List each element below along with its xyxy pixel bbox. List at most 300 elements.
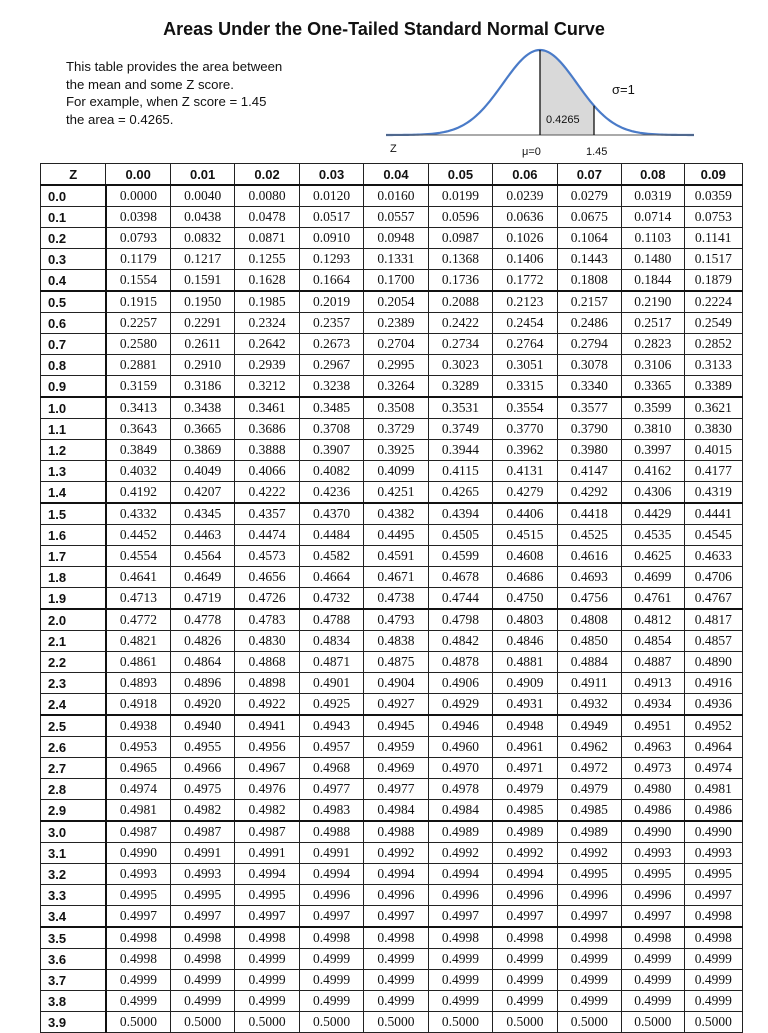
area-value-cell: 0.1628 xyxy=(235,270,299,292)
area-value-cell: 0.4131 xyxy=(493,461,557,482)
area-value-cell: 0.0080 xyxy=(235,185,299,207)
area-value-cell: 0.0040 xyxy=(170,185,234,207)
area-value-cell: 0.4976 xyxy=(235,779,299,800)
z-value-cell: 2.0 xyxy=(41,609,106,631)
z-value-cell: 2.4 xyxy=(41,694,106,716)
table-row xyxy=(41,355,743,376)
area-value-cell: 0.3770 xyxy=(493,419,557,440)
area-value-cell: 0.4783 xyxy=(235,609,299,631)
area-value-cell: 0.4984 xyxy=(364,800,428,822)
z-value-cell: 3.8 xyxy=(41,991,106,1012)
table-row xyxy=(41,631,743,652)
area-value-cell: 0.4999 xyxy=(557,970,621,991)
intro-text xyxy=(66,58,366,128)
area-value-cell: 0.2549 xyxy=(684,313,742,334)
area-value-cell: 0.3944 xyxy=(428,440,492,461)
table-row xyxy=(41,652,743,673)
area-value-cell: 0.3508 xyxy=(364,397,428,419)
area-value-cell: 0.0319 xyxy=(622,185,684,207)
z-value-cell: 2.7 xyxy=(41,758,106,779)
area-value-cell: 0.4147 xyxy=(557,461,621,482)
area-value-cell: 0.4998 xyxy=(299,927,363,949)
area-value-cell: 0.1950 xyxy=(170,291,234,313)
area-value-cell: 0.4798 xyxy=(428,609,492,631)
area-value-cell: 0.1103 xyxy=(622,228,684,249)
table-row xyxy=(41,503,743,525)
z-value-cell: 1.3 xyxy=(41,461,106,482)
area-value-cell: 0.4756 xyxy=(557,588,621,610)
area-value-cell: 0.0398 xyxy=(106,207,170,228)
z-value-cell: 1.9 xyxy=(41,588,106,610)
area-value-cell: 0.4998 xyxy=(170,927,234,949)
area-value-cell: 0.4979 xyxy=(493,779,557,800)
area-value-cell: 0.3289 xyxy=(428,376,492,398)
area-value-cell: 0.4678 xyxy=(428,567,492,588)
area-value-cell: 0.4938 xyxy=(106,715,170,737)
area-value-cell: 0.4890 xyxy=(684,652,742,673)
area-value-cell: 0.4993 xyxy=(622,843,684,864)
area-value-cell: 0.4222 xyxy=(235,482,299,504)
area-value-cell: 0.4997 xyxy=(106,906,170,928)
area-value-cell: 0.1293 xyxy=(299,249,363,270)
area-value-cell: 0.4991 xyxy=(170,843,234,864)
area-value-cell: 0.4943 xyxy=(299,715,363,737)
area-value-cell: 0.1591 xyxy=(170,270,234,292)
area-value-cell: 0.4441 xyxy=(684,503,742,525)
z-value-cell: 3.1 xyxy=(41,843,106,864)
area-value-cell: 0.0832 xyxy=(170,228,234,249)
area-value-cell: 0.1736 xyxy=(428,270,492,292)
z-value-cell: 3.3 xyxy=(41,885,106,906)
z-value-cell: 3.6 xyxy=(41,949,106,970)
area-value-cell: 0.4974 xyxy=(684,758,742,779)
area-value-cell: 0.0517 xyxy=(299,207,363,228)
area-value-cell: 0.4980 xyxy=(622,779,684,800)
area-value-cell: 0.3888 xyxy=(235,440,299,461)
table-row xyxy=(41,779,743,800)
z-value-cell: 0.6 xyxy=(41,313,106,334)
area-value-cell: 0.3413 xyxy=(106,397,170,419)
area-value-cell: 0.3023 xyxy=(428,355,492,376)
area-value-cell: 0.0636 xyxy=(493,207,557,228)
area-value-cell: 0.4987 xyxy=(106,821,170,843)
area-value-cell: 0.4525 xyxy=(557,525,621,546)
table-row xyxy=(41,821,743,843)
area-value-cell: 0.4418 xyxy=(557,503,621,525)
area-value-cell: 0.4699 xyxy=(622,567,684,588)
z-axis-label: Z xyxy=(390,143,397,155)
area-value-cell: 0.4177 xyxy=(684,461,742,482)
table-row xyxy=(41,864,743,885)
area-value-cell: 0.4999 xyxy=(493,949,557,970)
area-value-cell: 0.4998 xyxy=(684,927,742,949)
z-value-cell: 0.4 xyxy=(41,270,106,292)
area-value-cell: 0.4988 xyxy=(364,821,428,843)
area-value-cell: 0.2517 xyxy=(622,313,684,334)
area-value-cell: 0.1915 xyxy=(106,291,170,313)
area-value-cell: 0.0199 xyxy=(428,185,492,207)
area-value-cell: 0.4345 xyxy=(170,503,234,525)
area-value-cell: 0.0596 xyxy=(428,207,492,228)
area-value-cell: 0.4279 xyxy=(493,482,557,504)
sigma-label: σ=1 xyxy=(612,82,635,97)
area-value-cell: 0.0793 xyxy=(106,228,170,249)
area-value-cell: 0.3643 xyxy=(106,419,170,440)
area-value-cell: 0.4999 xyxy=(364,949,428,970)
area-value-cell: 0.4838 xyxy=(364,631,428,652)
table-row xyxy=(41,249,743,270)
area-value-cell: 0.4986 xyxy=(622,800,684,822)
area-value-cell: 0.2881 xyxy=(106,355,170,376)
z-value-cell: 0.5 xyxy=(41,291,106,313)
table-row xyxy=(41,567,743,588)
area-value-cell: 0.4999 xyxy=(557,991,621,1012)
table-row xyxy=(41,525,743,546)
area-value-cell: 0.4997 xyxy=(493,906,557,928)
normal-curve-diagram xyxy=(380,44,710,164)
area-value-cell: 0.3729 xyxy=(364,419,428,440)
area-value-cell: 0.4998 xyxy=(622,927,684,949)
area-value-cell: 0.3708 xyxy=(299,419,363,440)
area-value-cell: 0.2019 xyxy=(299,291,363,313)
area-value-cell: 0.4082 xyxy=(299,461,363,482)
area-value-cell: 0.4990 xyxy=(684,821,742,843)
area-value-cell: 0.3749 xyxy=(428,419,492,440)
z-value-cell: 2.9 xyxy=(41,800,106,822)
area-value-cell: 0.0871 xyxy=(235,228,299,249)
area-value-cell: 0.4996 xyxy=(299,885,363,906)
area-value-cell: 0.4901 xyxy=(299,673,363,694)
area-value-cell: 0.4996 xyxy=(364,885,428,906)
z-value-cell: 2.5 xyxy=(41,715,106,737)
area-value-cell: 0.3078 xyxy=(557,355,621,376)
z-value-cell: 2.3 xyxy=(41,673,106,694)
area-value-cell: 0.0478 xyxy=(235,207,299,228)
area-value-cell: 0.3159 xyxy=(106,376,170,398)
area-value-cell: 0.5000 xyxy=(106,1012,170,1033)
table-row xyxy=(41,291,743,313)
area-value-cell: 0.2486 xyxy=(557,313,621,334)
z-value-cell: 1.7 xyxy=(41,546,106,567)
area-value-cell: 0.4857 xyxy=(684,631,742,652)
area-value-cell: 0.4995 xyxy=(622,864,684,885)
area-value-cell: 0.4999 xyxy=(684,970,742,991)
area-value-cell: 0.4979 xyxy=(557,779,621,800)
area-value-cell: 0.4987 xyxy=(235,821,299,843)
area-value-cell: 0.4990 xyxy=(622,821,684,843)
area-value-cell: 0.4978 xyxy=(428,779,492,800)
area-value-cell: 0.4999 xyxy=(299,991,363,1012)
area-value-cell: 0.4987 xyxy=(170,821,234,843)
area-value-cell: 0.4995 xyxy=(106,885,170,906)
area-value-cell: 0.2734 xyxy=(428,334,492,355)
area-value-cell: 0.4192 xyxy=(106,482,170,504)
area-value-cell: 0.3962 xyxy=(493,440,557,461)
area-value-cell: 0.1255 xyxy=(235,249,299,270)
area-value-cell: 0.2224 xyxy=(684,291,742,313)
area-value-cell: 0.2088 xyxy=(428,291,492,313)
z-value-cell: 0.3 xyxy=(41,249,106,270)
area-value-cell: 0.3554 xyxy=(493,397,557,419)
column-header: 0.02 xyxy=(235,164,299,186)
area-value-cell: 0.4999 xyxy=(428,991,492,1012)
area-value-cell: 0.4946 xyxy=(428,715,492,737)
area-value-cell: 0.4953 xyxy=(106,737,170,758)
area-value-cell: 0.4966 xyxy=(170,758,234,779)
z-table xyxy=(40,163,743,1033)
area-value-cell: 0.3106 xyxy=(622,355,684,376)
table-row xyxy=(41,885,743,906)
area-value-cell: 0.5000 xyxy=(299,1012,363,1033)
intro-line: For example, when Z score = 1.45 xyxy=(66,94,267,109)
area-value-cell: 0.4772 xyxy=(106,609,170,631)
area-value-cell: 0.4515 xyxy=(493,525,557,546)
area-value-cell: 0.4788 xyxy=(299,609,363,631)
area-value-cell: 0.4032 xyxy=(106,461,170,482)
area-value-cell: 0.4998 xyxy=(493,927,557,949)
area-value-cell: 0.4994 xyxy=(299,864,363,885)
area-value-cell: 0.4927 xyxy=(364,694,428,716)
area-value-cell: 0.2764 xyxy=(493,334,557,355)
area-value-cell: 0.4996 xyxy=(622,885,684,906)
area-value-cell: 0.4332 xyxy=(106,503,170,525)
area-value-cell: 0.3980 xyxy=(557,440,621,461)
area-value-cell: 0.4573 xyxy=(235,546,299,567)
area-value-cell: 0.4999 xyxy=(170,991,234,1012)
area-value-cell: 0.4999 xyxy=(684,949,742,970)
area-value-cell: 0.4505 xyxy=(428,525,492,546)
area-label: 0.4265 xyxy=(546,114,580,126)
area-value-cell: 0.2389 xyxy=(364,313,428,334)
area-value-cell: 0.4463 xyxy=(170,525,234,546)
z-value-cell: 3.9 xyxy=(41,1012,106,1033)
area-value-cell: 0.4998 xyxy=(106,927,170,949)
area-value-cell: 0.3485 xyxy=(299,397,363,419)
area-value-cell: 0.1879 xyxy=(684,270,742,292)
area-value-cell: 0.4994 xyxy=(364,864,428,885)
area-value-cell: 0.4956 xyxy=(235,737,299,758)
area-value-cell: 0.4973 xyxy=(622,758,684,779)
z-value-cell: 0.7 xyxy=(41,334,106,355)
area-value-cell: 0.3389 xyxy=(684,376,742,398)
area-value-cell: 0.3997 xyxy=(622,440,684,461)
area-value-cell: 0.4906 xyxy=(428,673,492,694)
area-value-cell: 0.2291 xyxy=(170,313,234,334)
area-value-cell: 0.4864 xyxy=(170,652,234,673)
area-value-cell: 0.4999 xyxy=(622,949,684,970)
table-row xyxy=(41,313,743,334)
area-value-cell: 0.4995 xyxy=(557,864,621,885)
area-value-cell: 0.4207 xyxy=(170,482,234,504)
area-value-cell: 0.1772 xyxy=(493,270,557,292)
column-header: 0.03 xyxy=(299,164,363,186)
table-header-row xyxy=(41,164,743,186)
area-value-cell: 0.4951 xyxy=(622,715,684,737)
area-value-cell: 0.3051 xyxy=(493,355,557,376)
area-value-cell: 0.4925 xyxy=(299,694,363,716)
area-value-cell: 0.4854 xyxy=(622,631,684,652)
area-value-cell: 0.3438 xyxy=(170,397,234,419)
area-value-cell: 0.4998 xyxy=(235,927,299,949)
area-value-cell: 0.4962 xyxy=(557,737,621,758)
column-header: 0.00 xyxy=(106,164,170,186)
area-value-cell: 0.4850 xyxy=(557,631,621,652)
area-value-cell: 0.4846 xyxy=(493,631,557,652)
area-value-cell: 0.4999 xyxy=(106,991,170,1012)
z-value-cell: 1.5 xyxy=(41,503,106,525)
area-value-cell: 0.4995 xyxy=(235,885,299,906)
area-value-cell: 0.4495 xyxy=(364,525,428,546)
area-value-cell: 0.2454 xyxy=(493,313,557,334)
area-value-cell: 0.1141 xyxy=(684,228,742,249)
table-row xyxy=(41,482,743,504)
table-row xyxy=(41,228,743,249)
z-value-cell: 3.0 xyxy=(41,821,106,843)
area-value-cell: 0.4406 xyxy=(493,503,557,525)
area-value-cell: 0.3849 xyxy=(106,440,170,461)
area-value-cell: 0.2357 xyxy=(299,313,363,334)
z-column-header: Z xyxy=(41,164,106,186)
area-value-cell: 0.2995 xyxy=(364,355,428,376)
area-value-cell: 0.4985 xyxy=(557,800,621,822)
area-value-cell: 0.4931 xyxy=(493,694,557,716)
area-value-cell: 0.2823 xyxy=(622,334,684,355)
intro-line: the area = 0.4265. xyxy=(66,111,174,127)
area-value-cell: 0.1664 xyxy=(299,270,363,292)
area-value-cell: 0.4997 xyxy=(170,906,234,928)
area-value-cell: 0.5000 xyxy=(557,1012,621,1033)
table-row xyxy=(41,397,743,419)
area-value-cell: 0.1217 xyxy=(170,249,234,270)
area-value-cell: 0.4985 xyxy=(493,800,557,822)
area-value-cell: 0.4868 xyxy=(235,652,299,673)
table-row xyxy=(41,461,743,482)
z-value-cell: 1.6 xyxy=(41,525,106,546)
table-row xyxy=(41,334,743,355)
area-value-cell: 0.1064 xyxy=(557,228,621,249)
area-value-cell: 0.2157 xyxy=(557,291,621,313)
area-value-cell: 0.4887 xyxy=(622,652,684,673)
area-value-cell: 0.4999 xyxy=(493,970,557,991)
table-row xyxy=(41,270,743,292)
area-value-cell: 0.4909 xyxy=(493,673,557,694)
area-value-cell: 0.4941 xyxy=(235,715,299,737)
area-value-cell: 0.4994 xyxy=(493,864,557,885)
area-value-cell: 0.4997 xyxy=(364,906,428,928)
area-value-cell: 0.4948 xyxy=(493,715,557,737)
area-value-cell: 0.4778 xyxy=(170,609,234,631)
area-value-cell: 0.3264 xyxy=(364,376,428,398)
area-value-cell: 0.4793 xyxy=(364,609,428,631)
area-value-cell: 0.4996 xyxy=(493,885,557,906)
area-value-cell: 0.3869 xyxy=(170,440,234,461)
area-value-cell: 0.3790 xyxy=(557,419,621,440)
area-value-cell: 0.4484 xyxy=(299,525,363,546)
mean-label: μ=0 xyxy=(522,146,541,158)
area-value-cell: 0.4474 xyxy=(235,525,299,546)
area-value-cell: 0.4706 xyxy=(684,567,742,588)
area-value-cell: 0.4608 xyxy=(493,546,557,567)
z-value-cell: 0.2 xyxy=(41,228,106,249)
area-value-cell: 0.4803 xyxy=(493,609,557,631)
area-value-cell: 0.4999 xyxy=(622,970,684,991)
area-value-cell: 0.3365 xyxy=(622,376,684,398)
area-value-cell: 0.4898 xyxy=(235,673,299,694)
area-value-cell: 0.4992 xyxy=(428,843,492,864)
area-value-cell: 0.3577 xyxy=(557,397,621,419)
z-value-label: 1.45 xyxy=(586,146,608,158)
area-value-cell: 0.4991 xyxy=(299,843,363,864)
area-value-cell: 0.4535 xyxy=(622,525,684,546)
area-value-cell: 0.4564 xyxy=(170,546,234,567)
area-value-cell: 0.4162 xyxy=(622,461,684,482)
area-value-cell: 0.4984 xyxy=(428,800,492,822)
area-value-cell: 0.4932 xyxy=(557,694,621,716)
table-row xyxy=(41,970,743,991)
z-value-cell: 0.1 xyxy=(41,207,106,228)
area-value-cell: 0.4952 xyxy=(684,715,742,737)
area-value-cell: 0.4998 xyxy=(684,906,742,928)
column-header: 0.04 xyxy=(364,164,428,186)
area-value-cell: 0.4732 xyxy=(299,588,363,610)
area-value-cell: 0.1368 xyxy=(428,249,492,270)
area-value-cell: 0.4977 xyxy=(364,779,428,800)
area-value-cell: 0.4999 xyxy=(106,970,170,991)
area-value-cell: 0.4981 xyxy=(684,779,742,800)
area-value-cell: 0.4983 xyxy=(299,800,363,822)
area-value-cell: 0.0557 xyxy=(364,207,428,228)
area-value-cell: 0.2611 xyxy=(170,334,234,355)
table-row xyxy=(41,546,743,567)
area-value-cell: 0.4554 xyxy=(106,546,170,567)
area-value-cell: 0.4671 xyxy=(364,567,428,588)
z-value-cell: 2.2 xyxy=(41,652,106,673)
area-value-cell: 0.0438 xyxy=(170,207,234,228)
area-value-cell: 0.5000 xyxy=(428,1012,492,1033)
area-value-cell: 0.4998 xyxy=(170,949,234,970)
area-value-cell: 0.4999 xyxy=(622,991,684,1012)
area-value-cell: 0.4994 xyxy=(235,864,299,885)
area-value-cell: 0.4964 xyxy=(684,737,742,758)
area-value-cell: 0.0714 xyxy=(622,207,684,228)
table-row xyxy=(41,207,743,228)
area-value-cell: 0.4969 xyxy=(364,758,428,779)
area-value-cell: 0.3686 xyxy=(235,419,299,440)
area-value-cell: 0.4999 xyxy=(364,991,428,1012)
z-value-cell: 1.1 xyxy=(41,419,106,440)
column-header: 0.06 xyxy=(493,164,557,186)
area-value-cell: 0.2580 xyxy=(106,334,170,355)
area-value-cell: 0.4963 xyxy=(622,737,684,758)
area-value-cell: 0.4693 xyxy=(557,567,621,588)
intro-line: the mean and some Z score. xyxy=(66,76,234,92)
area-value-cell: 0.2257 xyxy=(106,313,170,334)
area-value-cell: 0.4999 xyxy=(299,949,363,970)
area-value-cell: 0.1700 xyxy=(364,270,428,292)
z-value-cell: 3.2 xyxy=(41,864,106,885)
area-value-cell: 0.4738 xyxy=(364,588,428,610)
area-value-cell: 0.4750 xyxy=(493,588,557,610)
area-value-cell: 0.2852 xyxy=(684,334,742,355)
area-value-cell: 0.1179 xyxy=(106,249,170,270)
area-value-cell: 0.1406 xyxy=(493,249,557,270)
area-value-cell: 0.4999 xyxy=(235,991,299,1012)
area-value-cell: 0.2324 xyxy=(235,313,299,334)
area-value-cell: 0.4997 xyxy=(684,885,742,906)
area-value-cell: 0.4997 xyxy=(428,906,492,928)
area-value-cell: 0.4884 xyxy=(557,652,621,673)
area-value-cell: 0.4599 xyxy=(428,546,492,567)
